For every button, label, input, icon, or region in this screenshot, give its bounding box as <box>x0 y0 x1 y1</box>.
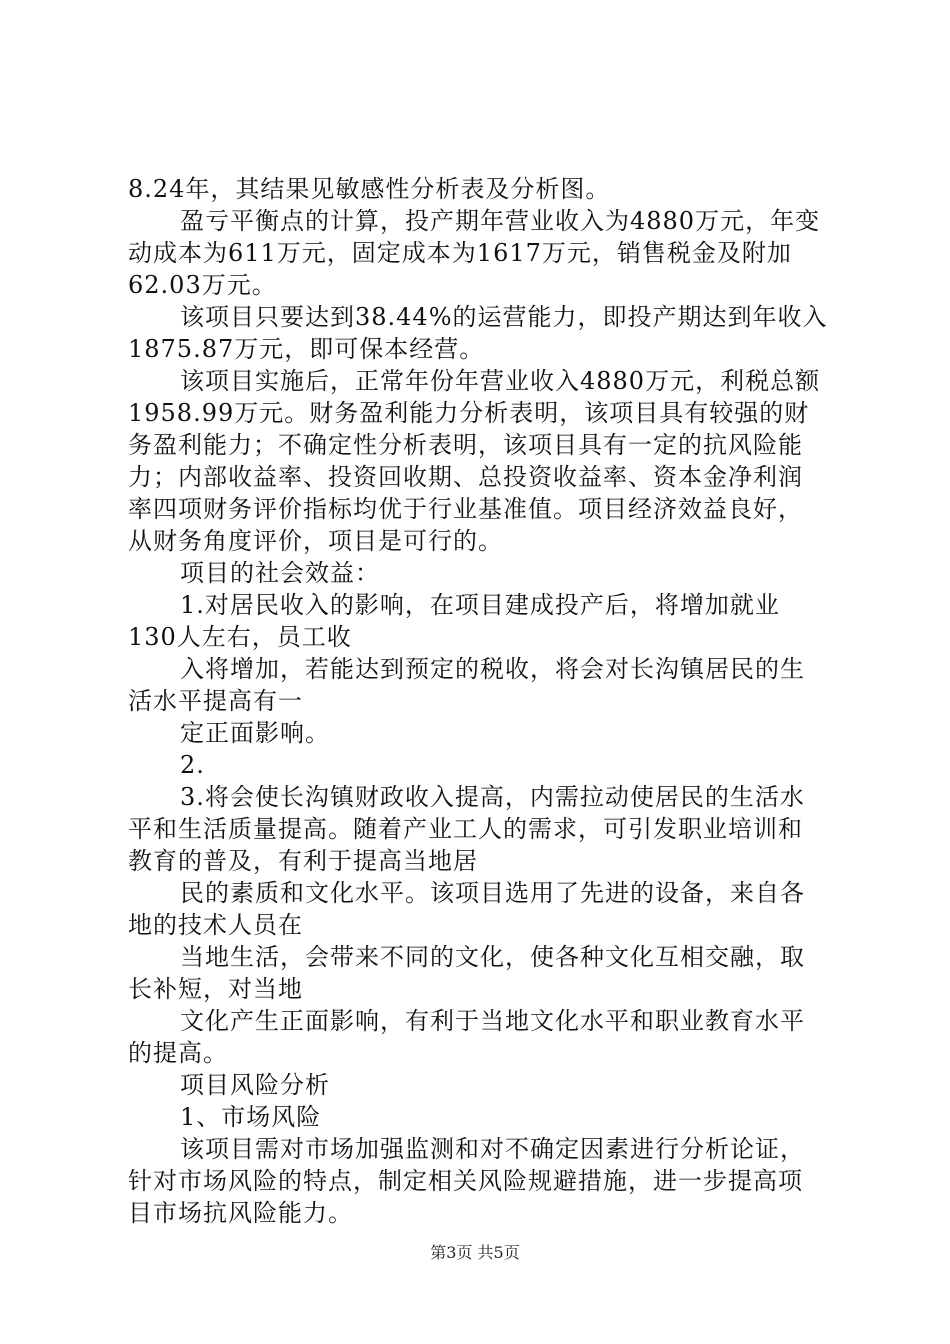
section-heading: 项目风险分析 <box>180 1071 330 1099</box>
text-line: 1875.87万元，即可保本经营。 <box>128 335 485 363</box>
text-line: 该项目需对市场加强监测和对不确定因素进行分析论证， <box>180 1135 805 1163</box>
text-line: 力；内部收益率、投资回收期、总投资收益率、资本金净利润 <box>128 463 803 491</box>
text-line: 盈亏平衡点的计算，投产期年营业收入为4880万元，年变 <box>180 207 821 235</box>
text-line: 目市场抗风险能力。 <box>128 1199 353 1227</box>
page-footer: 第3页 共5页 <box>430 1243 520 1262</box>
subsection-heading: 1、市场风险 <box>180 1103 322 1131</box>
text-line: 活水平提高有一 <box>128 687 303 715</box>
list-item: 3.将会使长沟镇财政收入提高，内需拉动使居民的生活水 <box>180 783 805 811</box>
text-line: 130人左右，员工收 <box>128 623 352 651</box>
text-line: 文化产生正面影响，有利于当地文化水平和职业教育水平 <box>180 1007 805 1035</box>
text-line: 定正面影响。 <box>180 719 330 747</box>
text-line: 务盈利能力；不确定性分析表明，该项目具有一定的抗风险能 <box>128 431 803 459</box>
section-heading: 项目的社会效益： <box>180 559 380 587</box>
list-item: 2. <box>180 751 205 779</box>
text-line: 动成本为611万元，固定成本为1617万元，销售税金及附加 <box>128 239 792 267</box>
text-line: 民的素质和文化水平。该项目选用了先进的设备，来自各 <box>180 879 805 907</box>
text-line: 针对市场风险的特点，制定相关风险规避措施，进一步提高项 <box>128 1167 803 1195</box>
text-line: 入将增加，若能达到预定的税收，将会对长沟镇居民的生 <box>180 655 805 683</box>
text-line: 从财务角度评价，项目是可行的。 <box>128 527 503 555</box>
text-line: 的提高。 <box>128 1039 228 1067</box>
text-line: 该项目实施后，正常年份年营业收入4880万元，利税总额 <box>180 367 821 395</box>
text-line: 率四项财务评价指标均优于行业基准值。项目经济效益良好， <box>128 495 803 523</box>
text-line: 该项目只要达到38.44%的运营能力，即投产期达到年收入 <box>180 303 828 331</box>
text-line: 长补短，对当地 <box>128 975 303 1003</box>
text-line: 教育的普及，有利于提高当地居 <box>128 847 478 875</box>
text-line: 地的技术人员在 <box>128 911 303 939</box>
list-item: 1.对居民收入的影响，在项目建成投产后，将增加就业 <box>180 591 780 619</box>
text-line: 8.24年，其结果见敏感性分析表及分析图。 <box>128 175 611 203</box>
text-line: 平和生活质量提高。随着产业工人的需求，可引发职业培训和 <box>128 815 803 843</box>
text-line: 当地生活，会带来不同的文化，使各种文化互相交融，取 <box>180 943 805 971</box>
text-line: 62.03万元。 <box>128 271 277 299</box>
text-line: 1958.99万元。财务盈利能力分析表明，该项目具有较强的财 <box>128 399 810 427</box>
